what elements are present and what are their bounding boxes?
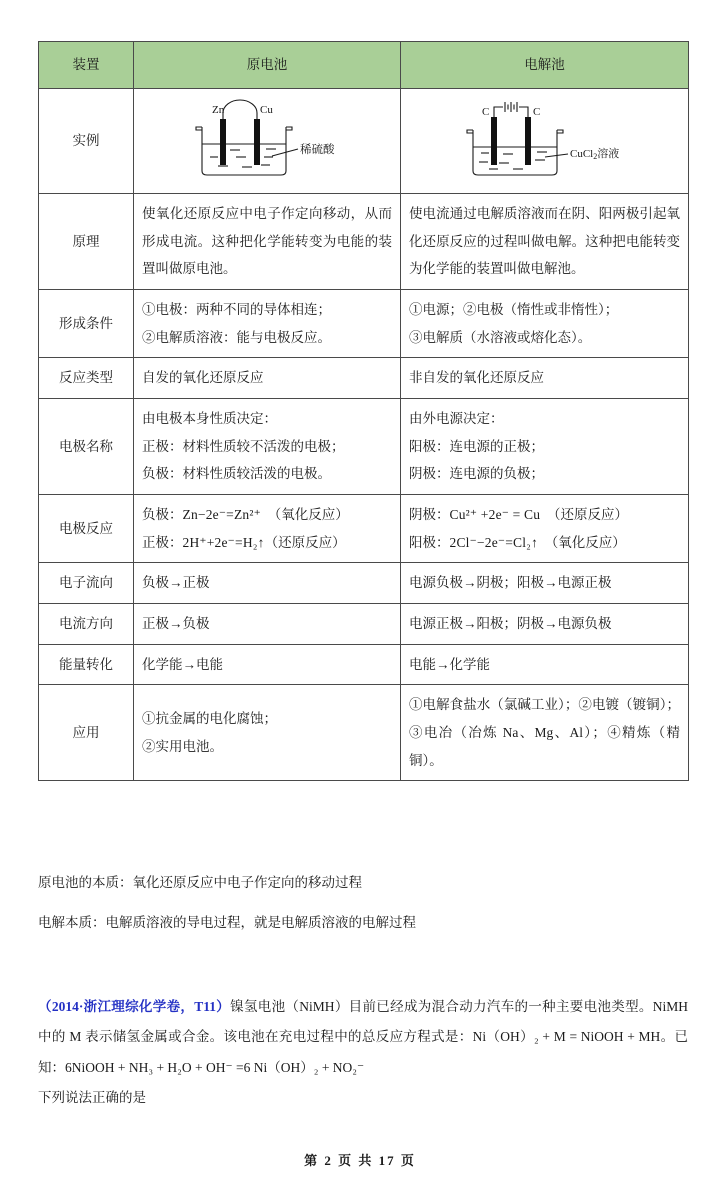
row-label-electron-flow: 电子流向 <box>39 563 134 604</box>
application-galvanic <box>134 685 401 781</box>
application-galvanic-line-1: ①抗金属的电化腐蚀； <box>142 711 277 727</box>
question-prompt: 下列说法正确的是 <box>38 1090 146 1106</box>
row-label-application: 应用 <box>39 685 134 781</box>
header-cell-electrolytic: 电解池 <box>401 42 689 89</box>
eq-prefix: 阳极： <box>409 534 450 550</box>
conditions-galvanic-line-1: ①电极：两种不同的导体相连； <box>142 302 331 318</box>
row-label-energy-conversion: 能量转化 <box>39 644 134 685</box>
current-direction-galvanic: 正极→负极 <box>134 604 401 645</box>
electrolytic-right-electrode-label: C <box>533 106 541 118</box>
electrode-name-electrolytic <box>401 399 689 495</box>
conditions-electrolytic-line-1: ①电源；②电极（惰性或非惰性）； <box>409 302 619 318</box>
electrolytic-left-electrode-label: C <box>482 106 490 118</box>
galvanic-left-electrode-label: Zn <box>211 104 224 116</box>
comparison-table <box>38 41 689 781</box>
reaction-type-electrolytic: 非自发的氧化还原反应 <box>401 358 689 399</box>
row-label-principle: 原理 <box>39 194 134 290</box>
eq-prefix: 正极： <box>142 534 183 550</box>
electrolytic-cell-diagram-cell <box>401 89 689 194</box>
eq-formula: 2Cl⁻−2e⁻=Cl₂↑ <box>449 534 539 550</box>
galvanic-cell-diagram-cell <box>134 89 401 194</box>
application-electrolytic: ①电解食盐水（氯碱工业）；②电镀（镀铜）；③电冶（冶炼 Na、Mg、Al）；④精炼（精铜）。 <box>401 685 689 781</box>
electrode-name-galvanic-line-1: 由电极本身性质决定： <box>142 411 277 427</box>
electrolytic-solution-label: CuCl2溶液 <box>570 148 620 161</box>
reaction-type-galvanic: 自发的氧化还原反应 <box>134 358 401 399</box>
eq-note: （氧化反应） <box>544 534 626 550</box>
eq-formula: Zn−2e⁻=Zn²⁺ <box>182 507 261 523</box>
electrode-name-electrolytic-line-1: 由外电源决定： <box>409 411 504 427</box>
energy-conversion-electrolytic: 电能→化学能 <box>401 644 689 685</box>
electrode-name-galvanic <box>134 399 401 495</box>
eq-prefix: 负极： <box>142 507 183 523</box>
table-row <box>39 685 689 781</box>
galvanic-cell-svg <box>160 99 375 183</box>
row-label-conditions: 形成条件 <box>39 290 134 358</box>
electrode-name-electrolytic-line-2: 阳极：连电源的正极； <box>409 438 544 454</box>
electrode-reaction-galvanic <box>134 495 401 563</box>
table-row <box>39 89 689 194</box>
conditions-galvanic-line-2: ②电解质溶液：能与电极反应。 <box>142 329 331 345</box>
row-label-reaction-type: 反应类型 <box>39 358 134 399</box>
table-row <box>39 604 689 645</box>
electrode-reaction-electrolytic-line-2 <box>409 529 680 557</box>
table-row <box>39 644 689 685</box>
eq-note: （还原反应） <box>546 507 628 523</box>
exam-question <box>38 992 688 1114</box>
current-direction-electrolytic: 电源正极→阳极；阴极→电源负极 <box>401 604 689 645</box>
eq-formula: 2H⁺+2e⁻=H₂↑ <box>182 534 265 550</box>
galvanic-cell-figure <box>142 99 392 183</box>
table-row <box>39 194 689 290</box>
row-label-electrode-reaction: 电极反应 <box>39 495 134 563</box>
note-galvanic-essence: 原电池的本质：氧化还原反应中电子作定向的移动过程 <box>38 875 362 890</box>
application-galvanic-line-2: ②实用电池。 <box>142 738 223 754</box>
table-header <box>39 42 689 89</box>
page-footer: 第 2 页 共 17 页 <box>304 1153 416 1168</box>
row-label-electrode-name: 电极名称 <box>39 399 134 495</box>
electrode-name-electrolytic-line-3: 阴极：连电源的负极； <box>409 466 544 482</box>
electrode-reaction-galvanic-line-1 <box>142 501 392 529</box>
electrode-reaction-electrolytic-line-1 <box>409 501 680 529</box>
table-row <box>39 358 689 399</box>
conditions-electrolytic-line-2: ③电解质（水溶液或熔化态）。 <box>409 329 592 345</box>
electrolytic-cell-figure <box>409 99 680 183</box>
electrode-reaction-electrolytic <box>401 495 689 563</box>
principle-galvanic: 使氧化还原反应中电子作定向移动，从而形成电流。这种把化学能转变为电能的装置叫做原电池。 <box>134 194 401 290</box>
note-electrolysis-essence: 电解本质：电解质溶液的导电过程，就是电解质溶液的电解过程 <box>38 915 416 930</box>
electrode-reaction-galvanic-line-2 <box>142 529 392 557</box>
eq-note: （氧化反应） <box>267 507 349 523</box>
eq-prefix: 阴极： <box>409 507 450 523</box>
eq-note: （还原反应） <box>264 534 346 550</box>
table-body <box>39 89 689 781</box>
table-header-row <box>39 42 689 89</box>
electron-flow-electrolytic: 电源负极→阴极；阳极→电源正极 <box>401 563 689 604</box>
row-label-current-direction: 电流方向 <box>39 604 134 645</box>
table-row <box>39 495 689 563</box>
electrolytic-cell-svg <box>437 99 652 183</box>
electrode-name-galvanic-line-3: 负极：材料性质较活泼的电极。 <box>142 466 331 482</box>
eq-formula: Cu²⁺ +2e⁻ = Cu <box>449 507 541 523</box>
header-cell-device: 装置 <box>39 42 134 89</box>
table-row <box>39 290 689 358</box>
header-cell-galvanic: 原电池 <box>134 42 401 89</box>
galvanic-solution-label: 稀硫酸 <box>299 144 334 156</box>
row-label-example: 实例 <box>39 89 134 194</box>
table-row <box>39 563 689 604</box>
electrode-name-galvanic-line-2: 正极：材料性质较不活泼的电极； <box>142 438 345 454</box>
conditions-galvanic <box>134 290 401 358</box>
principle-electrolytic: 使电流通过电解质溶液而在阴、阳两极引起氧化还原反应的过程叫做电解。这种把电能转变为化学能的装置叫做电解池。 <box>401 194 689 290</box>
conditions-electrolytic <box>401 290 689 358</box>
energy-conversion-galvanic: 化学能→电能 <box>134 644 401 685</box>
question-body: 镍氢电池（NiMH）目前已经成为混合动力汽车的一种主要电池类型。NiMH 中的 M 表示储氢金属或合金。该电池在充电过程中的总反应方程式是：Ni（OH）₂ + M = NiOOH + MH。已知：6NiOOH + NH₃ + H₂O + OH⁻ =6 Ni（OH）₂ + NO₂⁻ <box>38 999 688 1075</box>
table-row <box>39 399 689 495</box>
question-source-tag: （2014·浙江理综化学卷，T11） <box>38 999 231 1014</box>
electron-flow-galvanic: 负极→正极 <box>134 563 401 604</box>
galvanic-right-electrode-label: Cu <box>259 104 273 116</box>
